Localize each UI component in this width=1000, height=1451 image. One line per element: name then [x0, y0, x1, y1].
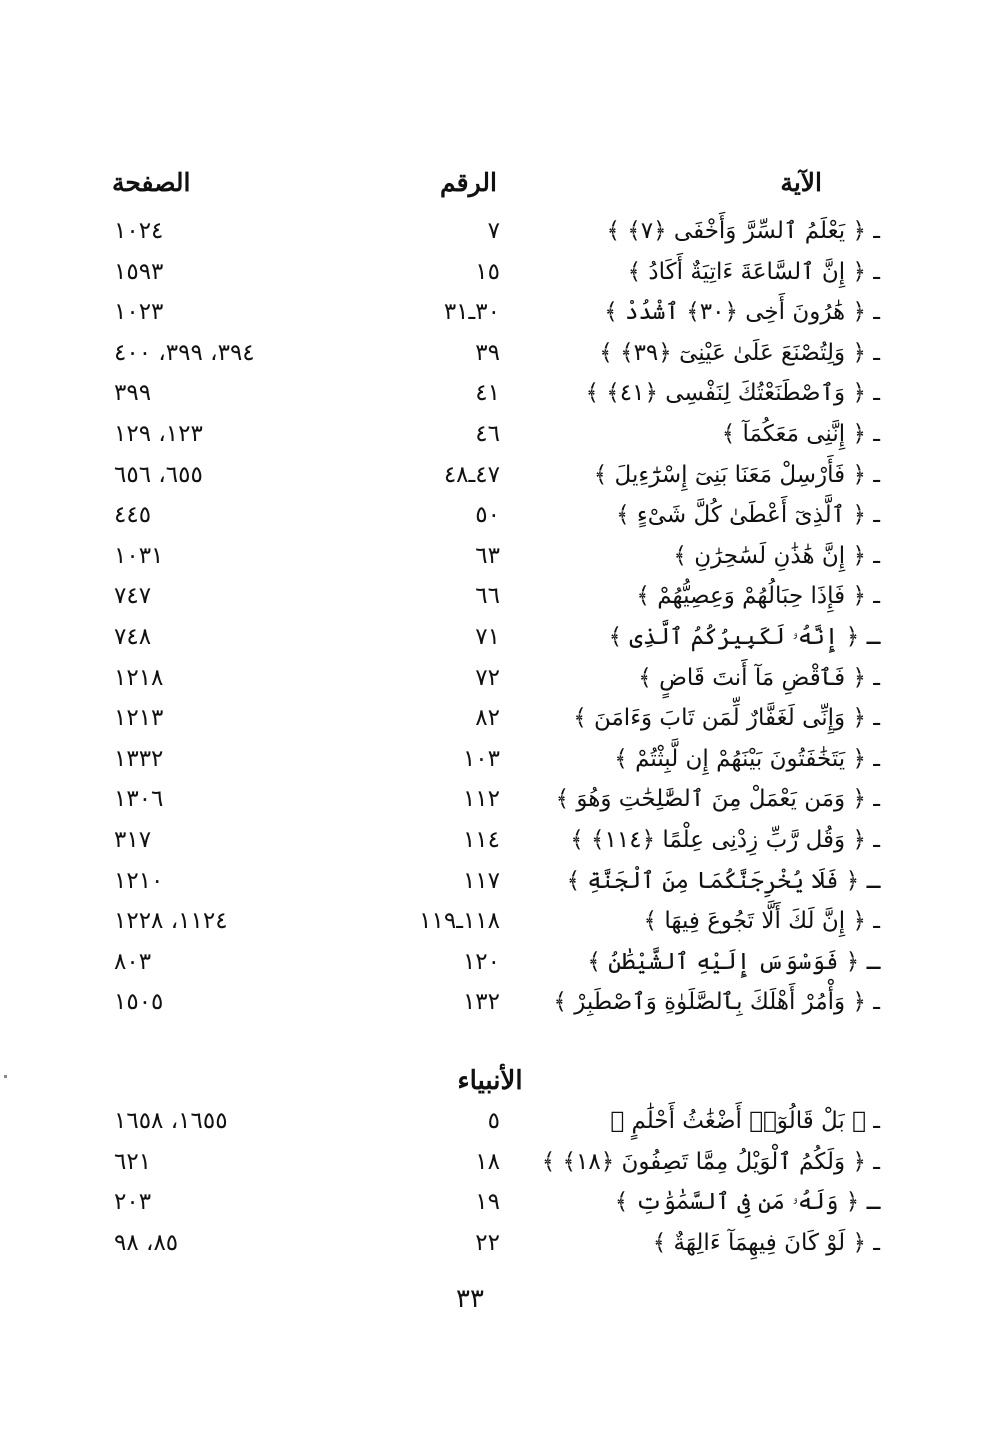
- table-row: [100, 1230, 880, 1270]
- table-row: [100, 218, 880, 258]
- page-reference: ١٣٠٦: [114, 786, 164, 813]
- ayah-number: ١١٧: [462, 867, 500, 894]
- page-reference: ١٢١٠: [114, 867, 164, 894]
- ayah-number: ٧: [487, 218, 500, 244]
- ayah-number: ٦٣: [475, 542, 500, 569]
- ayah-number: ١٢٠: [462, 948, 500, 975]
- ayah-number: ١٩: [475, 1189, 500, 1216]
- page-reference: ١١٢٤، ١٢٢٨: [114, 908, 228, 935]
- page-reference: ٦٢١: [114, 1148, 152, 1175]
- ayah-number: ١٨: [475, 1148, 500, 1175]
- page-reference: ٣٩٤، ٣٩٩، ٤٠٠: [114, 339, 255, 366]
- ayah-text: ـ ﴿ وَمَن يَعْمَلْ مِنَ ٱلصَّٰلِحَٰتِ وَهُوَ ﴾: [555, 786, 880, 813]
- table-row: [100, 665, 880, 705]
- table-row: [100, 421, 880, 461]
- page-reference: ١٢١٣: [114, 705, 164, 732]
- ayah-text: ـ ﴿ وَأْمُرْ أَهْلَكَ بِٱلصَّلَوٰةِ وَٱصْطَبِرْ ﴾: [553, 989, 880, 1016]
- ayah-text: ـ ﴿ وَلَهُۥ مَن فِى ٱلسَّمَٰوَٰتِ ﴾: [614, 1189, 880, 1216]
- page-reference: ١٢١٨: [114, 664, 164, 691]
- ayah-text: ـ ﴿ إِنَّ ٱلسَّاعَةَ ءَاتِيَةٌ أَكَادُ ﴾: [627, 258, 880, 285]
- ayah-number: ١٠٣: [462, 745, 500, 772]
- page-reference: ١٥٠٥: [114, 989, 164, 1016]
- ayah-text: ـ ﴿ إِنَّ هَٰذَٰنِ لَسَٰحِرَٰنِ ﴾: [673, 542, 880, 569]
- ayah-number: ٥٠: [475, 502, 500, 529]
- ayah-text: ـ ﴿ وَٱصْطَنَعْتُكَ لِنَفْسِى ﴿٤١﴾ ﴾: [585, 380, 880, 407]
- page-reference: ٣١٧: [114, 827, 152, 853]
- header-page: الصفحة: [112, 168, 191, 197]
- table-header: [100, 168, 840, 208]
- ayah-text: ـ ﴿ هَٰرُونَ أَخِى ﴿٣٠﴾ ٱشْدُدْ ﴾: [604, 299, 880, 326]
- ayah-text: ـ ﴿ وَلَكُمُ ٱلْوَيْلُ مِمَّا تَصِفُونَ ﴿١٨﴾ ﴾: [541, 1148, 880, 1175]
- table-row: [100, 705, 880, 745]
- ayah-number: ١١٤: [462, 827, 500, 853]
- ayah-text: ـ ﴿ فَوَسْوَسَ إِلَيْهِ ٱلشَّيْطَٰنُ ﴾: [587, 948, 880, 975]
- table-row: [100, 259, 880, 299]
- ayah-number: ١٣٢: [462, 989, 500, 1016]
- page-reference: ١٠٢٤: [114, 218, 164, 244]
- ayah-text: ـ ﴿ يَتَخَٰفَتُونَ بَيْنَهُمْ إِن لَّبِثْتُمْ ﴾: [614, 745, 880, 772]
- page-reference: ١٦٥٥، ١٦٥٨: [114, 1108, 228, 1134]
- ayah-text: ـ ﴿ يَعْلَمُ ٱلسِّرَّ وَأَخْفَى ﴿٧﴾ ﴾: [606, 218, 880, 244]
- ayah-number: ٣٩: [475, 339, 500, 366]
- ayah-text: ـ ﴿ فَأَرْسِلْ مَعَنَا بَنِىٓ إِسْرَٰٓءِيلَ ﴾: [593, 461, 880, 488]
- page-reference: ٢٠٣: [114, 1189, 152, 1216]
- ayah-number: ١٥: [475, 258, 500, 285]
- page-reference: ٦٥٥، ٦٥٦: [114, 461, 203, 488]
- page-reference: ١٣٣٢: [114, 745, 164, 772]
- ayah-text: ـ ﴿ فَٱقْضِ مَآ أَنتَ قَاضٍ ﴾: [638, 664, 880, 691]
- page-reference: ٣٩٩: [114, 380, 152, 407]
- ayah-text: ـ ﴿ وَإِنِّى لَغَفَّارٌ لِّمَن تَابَ وَءَامَنَ ﴾: [573, 705, 880, 732]
- table-row: [100, 299, 880, 339]
- ayah-number: ٧٢: [475, 664, 500, 691]
- ayah-text: ـ ﴿ لَوْ كَانَ فِيهِمَآ ءَالِهَةٌ ﴾: [652, 1229, 880, 1256]
- ayah-text: ـ ﴿ إِنَّنِى مَعَكُمَآ ﴾: [721, 421, 880, 447]
- page-reference: ١٢٣، ١٢٩: [114, 421, 203, 447]
- ayah-number: ٣٠ـ٣١: [443, 299, 500, 326]
- table-row: [100, 746, 880, 786]
- table-row: [100, 583, 880, 623]
- header-number: الرقم: [440, 168, 497, 197]
- table-row: [100, 1149, 880, 1189]
- page-reference: ١٥٩٣: [114, 258, 164, 285]
- page-reference: ٤٤٥: [114, 502, 152, 529]
- table-row: [100, 1189, 880, 1229]
- ayah-number: ٦٦: [475, 583, 500, 610]
- ayah-number: ٤٧ـ٤٨: [443, 461, 500, 488]
- ayah-number: ١١٢: [462, 786, 500, 813]
- ayah-number: ٤١: [475, 380, 500, 407]
- ayah-number: ٧١: [475, 624, 500, 650]
- ayah-text: ـ ﴿ ٱلَّذِىٓ أَعْطَىٰ كُلَّ شَىْءٍ ﴾: [616, 502, 880, 529]
- page-reference: ١٠٣١: [114, 542, 164, 569]
- table-row: [100, 543, 880, 583]
- ayah-text: ـ ﴿ وَلِتُصْنَعَ عَلَىٰ عَيْنِىٓ ﴿٣٩﴾ ﴾: [599, 339, 880, 366]
- table-row: [100, 1108, 880, 1148]
- ayah-text: ـ ﴿ إِنَّ لَكَ أَلَّا تَجُوعَ فِيهَا ﴾: [643, 908, 880, 935]
- table-row: [100, 868, 880, 908]
- table-row: [100, 380, 880, 420]
- table-row: [100, 908, 880, 948]
- table-row: [100, 340, 880, 380]
- page-reference: ٨٠٣: [114, 948, 152, 975]
- table-row: [100, 949, 880, 989]
- ayah-number: ٥: [487, 1108, 500, 1134]
- ayah-number: ٤٦: [475, 421, 500, 447]
- header-ayah: الآية: [780, 168, 822, 197]
- table-row: [100, 786, 880, 826]
- page-number: ٣٣: [456, 1284, 484, 1314]
- page-reference: ٧٤٨: [114, 624, 152, 650]
- section-title-anbiya: الأنبياء: [457, 1066, 523, 1096]
- ayah-text: ـ ﴿ وَقُل رَّبِّ زِدْنِى عِلْمًا ﴿١١٤﴾ ﴾: [570, 827, 880, 853]
- ayah-text: ـ ﴿ فَلَا يُخْرِجَنَّكُمَا مِنَ ٱلْجَنَّةِ ﴾: [566, 867, 880, 894]
- table-row: [100, 624, 880, 664]
- page-reference: ٧٤٧: [114, 583, 152, 610]
- ayah-text: ـ ﴿ فَإِذَا حِبَالُهُمْ وَعِصِيُّهُمْ ﴾: [636, 583, 880, 610]
- ayah-number: ١١٨ـ١١٩: [419, 908, 500, 935]
- table-row: [100, 462, 880, 502]
- table-row: [100, 989, 880, 1029]
- table-row: [100, 827, 880, 867]
- ayah-number: ٨٢: [475, 705, 500, 732]
- ayah-number: ٢٢: [475, 1229, 500, 1256]
- page-reference: ١٠٢٣: [114, 299, 164, 326]
- ayah-text: ـ ﴿ بَلْ قَالُوٓا۟ أَضْغَٰثُ أَحْلَٰمٍ ﴾: [610, 1108, 880, 1134]
- ayah-text: ـ ﴿ إِنَّهُۥ لَكَبِيرُكُمُ ٱلَّذِى ﴾: [608, 624, 880, 650]
- margin-mark: [4, 1075, 7, 1078]
- table-row: [100, 502, 880, 542]
- page-reference: ٨٥، ٩٨: [114, 1229, 179, 1256]
